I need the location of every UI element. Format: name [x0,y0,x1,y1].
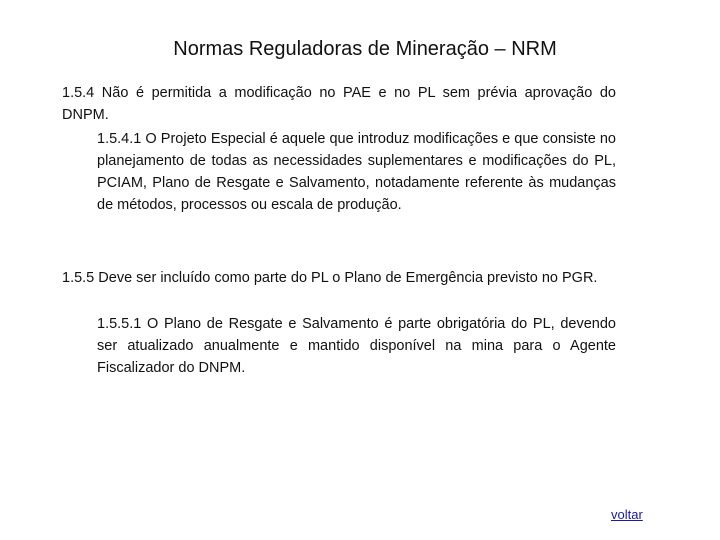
paragraph-1-5-4: 1.5.4 Não é permitida a modificação no PAE e no PL sem prévia aprovação do DNPM. [62,85,616,123]
paragraph-1-5-5-1: 1.5.5.1 O Plano de Resgate e Salvamento é parte obrigatória do PL, devendo ser atualizado anualmente e mantido disponível na mina para o Agente Fiscalizador do DNPM. [97,316,616,376]
paragraph-1-5-5: 1.5.5 Deve ser incluído como parte do PL o Plano de Emergência previsto no PGR. [62,270,598,286]
back-link[interactable]: voltar [611,507,643,522]
page-title: Normas Reguladoras de Mineração – NRM [173,38,557,60]
paragraph-1-5-4-1: 1.5.4.1 O Projeto Especial é aquele que introduz modificações e que consiste no planejamento de todas as necessidades suplementares e modificações do PL, PCIAM, Plano de Resgate e Salvamento, notadamente referente às mudanças de métodos, processos ou escala de produção. [97,131,616,213]
